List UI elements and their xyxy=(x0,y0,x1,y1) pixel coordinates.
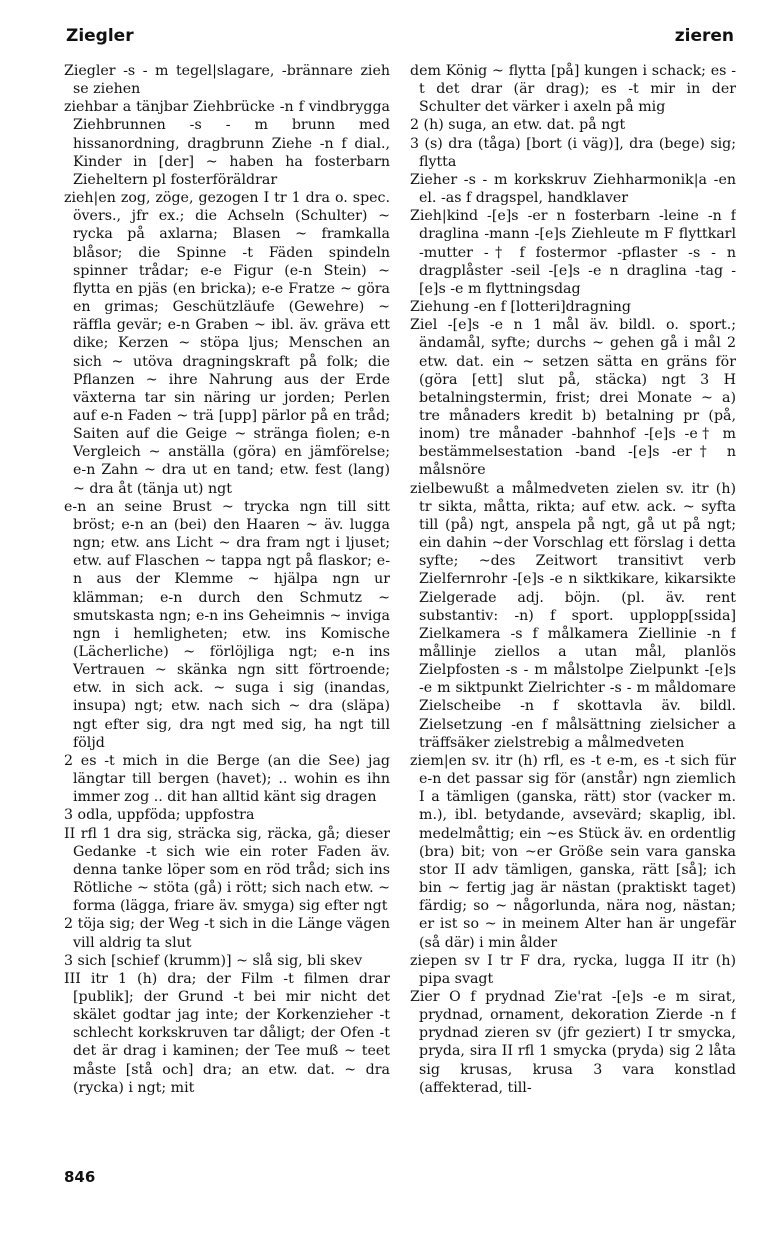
entry-paragraph: III itr 1 (h) dra; der Film -t filmen drar [publik]; der Grund -t bei mir nicht det skälet godtar jag inte; der Korkenzieher -t schlecht korkskruven tar dåligt; der Ofen -t det är drag i kaminen; der Tee muß ~ teet måste [stå och] dra; an etw. dat. ~ dra (rycka) i ngt; mit xyxy=(64,970,390,1096)
entry-paragraph: 2 töja sig; der Weg -t sich in die Länge vägen vill aldrig ta slut xyxy=(64,916,390,951)
right-column xyxy=(410,62,736,1182)
entry-paragraph: ziepen sv I tr F dra, rycka, lugga II itr (h) pipa svagt xyxy=(410,952,736,987)
entry-paragraph: Zier O f prydnad Zie'rat -[e]s -e m sirat, prydnad, ornament, dekoration Zierde -n f prydnad zieren sv (jfr geziert) I tr smycka, pryda, sira II rfl 1 smycka (pryda) sig 2 låta sig krusas, krusa 3 vara konstlad (affekterad, till- xyxy=(410,988,736,1096)
entry-paragraph: Zieh|kind -[e]s -er n fosterbarn -leine -n f draglina -mann -[e]s Ziehleute m F flyttkarl -mutter -† f fostermor -pflaster -s - n dragplåster -seil -[e]s -e n draglina -tag -[e]s -e m flyttningsdag xyxy=(410,208,736,297)
guide-word-right: zieren xyxy=(674,26,734,46)
entry-paragraph: 2 es -t mich in die Berge (an die See) jag längtar till bergen (havet); .. wohin es ihn immer zog .. dit han alltid känt sig dragen xyxy=(64,752,390,806)
entry-paragraph: ziem|en sv. itr (h) rfl, es -t e-m, es -t sich für e-n det passar sig för (anstår) ngn ziemlich I a tämligen (ganska, rätt) stor (vacker m. m.), ibl. betydande, avsevärd; skaplig, ibl. medelmåttig; ein ~es Stück äv. en ordentlig (bra) bit; von ~er Größe sein vara ganska stor II adv tämligen, ganska, rätt [så]; ich bin ~ fertig jag är nästan (praktiskt taget) färdig; so ~ någorlunda, nära nog, nästan; er ist so ~ in meinem Alter han är ungefär (så där) i min ålder xyxy=(410,752,736,951)
entry-paragraph: zieh|en zog, zöge, gezogen I tr 1 dra o. spec. övers., jfr ex.; die Achseln (Schulter) ~ rycka på axlarna; Blasen ~ framkalla blåsor; die Spinne -t Fäden spindeln spinner trådar; e-e Figur (e-n Stein) ~ flytta en pjäs (en bricka); e-e Fratze ~ göra en grimas; Geschützläufe (Gewehre) ~ räffla gevär; e-n Graben ~ ibl. äv. gräva ett dike; Kerzen ~ stöpa ljus; Menschen an sich ~ utöva dragningskraft på folk; die Pflanzen ~ ihre Nahrung aus der Erde växterna tar sin näring ur jorden; Perlen auf e-n Faden ~ trä [upp] pärlor på en tråd; Saiten auf die Geige ~ stränga fiolen; e-n Vergleich ~ anställa (göra) en jämförelse; e-n Zahn ~ dra ut en tand; etw. fest (lang) ~ dra åt (tänja ut) ngt xyxy=(64,190,390,497)
entry-paragraph: 2 (h) suga, an etw. dat. på ngt xyxy=(410,117,626,134)
entry-paragraph: Ziehung -en f [lotteri]dragning xyxy=(410,299,631,316)
entry-paragraph: zielbewußt a målmedveten zielen sv. itr (h) tr sikta, måtta, rikta; auf etw. ack. ~ syfta till (på) ngt, anspela på ngt, gå ut på ngt; ein dahin ~der Vorschlag ett förslag i detta syfte; ~des Zeitwort transitivt verb Zielfernrohr -[e]s -e n siktkikare, kikarsikte Zielgerade adj. böjn. (pl. äv. rent substantiv: -n) f sport. upplopp[ssida] Zielkamera -s f målkamera Ziellinie -n f mållinje ziellos a utan mål, planlös Zielpfosten -s - m målstolpe Zielpunkt -[e]s -e m siktpunkt Zielrichter -s - m måldomare Zielscheibe -n f skottavla äv. bildl. Zielsetzung -en f målsättning zielsicher a träffsäker zielstrebig a målmedveten xyxy=(410,480,736,751)
entry-paragraph: 3 (s) dra (tåga) [bort (i väg)], dra (bege) sig; flytta xyxy=(410,135,736,170)
entry-paragraph: Zieher -s - m korkskruv Ziehharmonik|a -en el. -as f dragspel, handklaver xyxy=(410,171,736,207)
entry-paragraph: ziehbar a tänjbar Ziehbrücke -n f vindbrygga Ziehbrunnen -s - m brunn med hissanordning, dragbrunn Ziehe -n f dial., Kinder in [der] ~ haben ha fosterbarn Zieheltern pl fosterföräldrar xyxy=(64,99,390,188)
page-header xyxy=(0,26,768,50)
entry-paragraph: 3 sich [schief (krumm)] ~ slå sig, bli skev xyxy=(64,952,363,969)
entry-paragraph: dem König ~ flytta [på] kungen i schack; es -t det drar (är drag); es -t mir in der Schulter det värker i axeln på mig xyxy=(410,63,736,116)
left-column xyxy=(64,62,390,1182)
entry-paragraph: Ziel -[e]s -e n 1 mål äv. bildl. o. sport.; ändamål, syfte; durchs ~ gehen gå i mål 2 etw. dat. ein ~ setzen sätta en gräns för (göra [ett] slut på, stäcka) ngt 3 H betalningstermin, frist; drei Monate ~ a) tre månaders kredit b) betalning pr (på, inom) tre månader -bahnhof -[e]s -e† m bestämmelsestation -band -[e]s -er† n målsnöre xyxy=(410,317,736,479)
guide-word-left: Ziegler xyxy=(66,26,134,46)
entry-paragraph: Ziegler -s - m tegel|slagare, -brännare zieh se ziehen xyxy=(64,63,390,98)
entry-paragraph: 3 odla, uppföda; uppfostra xyxy=(64,807,255,824)
entry-paragraph: e-n an seine Brust ~ trycka ngn till sitt bröst; e-n an (bei) den Haaren ~ äv. lugga ngn; etw. ans Licht ~ dra fram ngt i ljuset; etw. auf Flaschen ~ tappa ngt på flaskor; e-n aus der Klemme ~ hjälpa ngn ur klämman; e-n durch den Schmutz ~ smutskasta ngn; e-n ins Geheimnis ~ inviga ngn i hemligheten; etw. ins Komische (Lächerliche) ~ förlöjliga ngt; e-n ins Vertrauen ~ skänka ngn sitt förtroende; etw. in sich ack. ~ suga i sig (inandas, insupa) ngt; etw. nach sich ~ dra (släpa) ngt efter sig, dra ngt med sig, ha ngt till följd xyxy=(64,498,390,751)
entry-paragraph: II rfl 1 dra sig, sträcka sig, räcka, gå; dieser Gedanke -t sich wie ein roter Faden äv. denna tanke löper som en röd tråd; sich ins Rötliche ~ stöta (gå) i rött; sich nach etw. ~ forma (lägga, friare äv. smyga) sig efter ngt xyxy=(64,825,390,915)
page-number: 846 xyxy=(64,1168,96,1186)
